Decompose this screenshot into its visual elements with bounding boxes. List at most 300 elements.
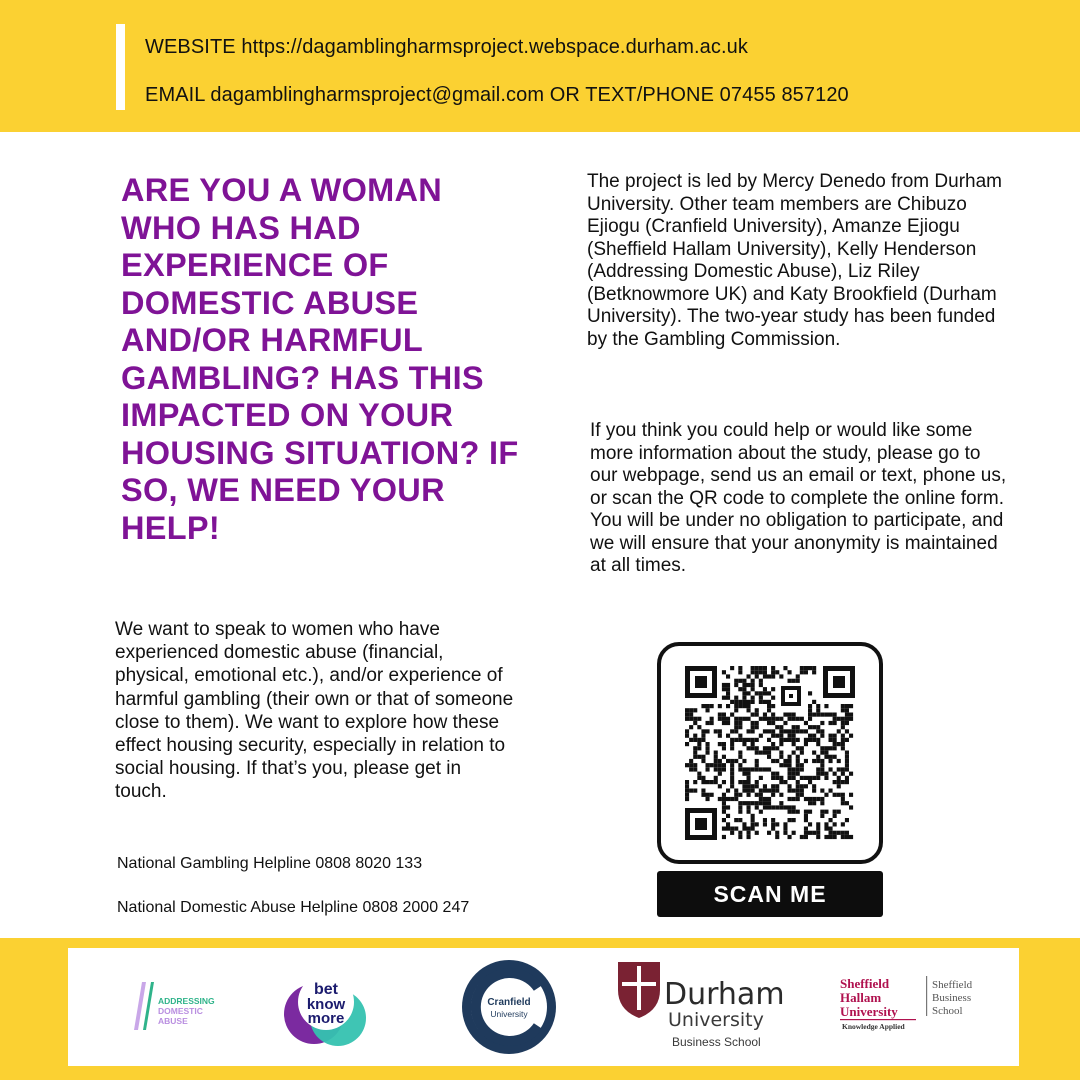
qr-module: [755, 674, 759, 678]
qr-module: [693, 738, 697, 742]
qr-module: [685, 717, 689, 721]
qr-module: [706, 797, 710, 801]
qr-module: [710, 717, 714, 721]
qr-module: [767, 729, 771, 733]
qr-module: [792, 831, 796, 835]
svg-text:Cranfield: Cranfield: [487, 997, 531, 1008]
qr-module: [824, 704, 828, 708]
qr-module: [792, 742, 796, 746]
qr-module: [812, 670, 816, 674]
qr-module: [849, 805, 853, 809]
qr-module: [759, 717, 763, 721]
qr-module: [804, 797, 808, 801]
qr-module: [767, 801, 771, 805]
qr-module: [734, 797, 738, 801]
qr-module: [829, 746, 833, 750]
qr-module: [730, 767, 734, 771]
qr-module: [767, 717, 771, 721]
svg-text:Business: Business: [932, 992, 972, 1004]
qr-module: [788, 755, 792, 759]
qr-module: [788, 789, 792, 793]
qr-module: [701, 789, 705, 793]
qr-module: [685, 793, 689, 797]
qr-module: [763, 717, 767, 721]
qr-module: [775, 746, 779, 750]
qr-module: [738, 755, 742, 759]
addressing-domestic-abuse-logo: [126, 980, 236, 1032]
qr-module: [726, 805, 730, 809]
qr-module: [845, 767, 849, 771]
qr-module: [833, 738, 837, 742]
qr-module: [693, 767, 697, 771]
qr-module: [722, 827, 726, 831]
qr-module: [779, 738, 783, 742]
qr-module: [775, 734, 779, 738]
qr-module: [837, 729, 841, 733]
qr-module: [747, 776, 751, 780]
qr-module: [796, 674, 800, 678]
qr-module: [829, 755, 833, 759]
qr-module: [812, 700, 816, 704]
qr-module: [796, 772, 800, 776]
qr-module: [792, 738, 796, 742]
qr-module: [726, 822, 730, 826]
qr-module: [763, 700, 767, 704]
qr-module: [689, 767, 693, 771]
qr-module: [841, 831, 845, 835]
qr-module: [710, 780, 714, 784]
qr-module: [751, 814, 755, 818]
qr-module: [742, 789, 746, 793]
qr-module: [693, 751, 697, 755]
qr-module: [771, 674, 775, 678]
qr-code[interactable]: [657, 642, 883, 864]
qr-module: [849, 793, 853, 797]
qr-module: [726, 827, 730, 831]
qr-module: [845, 818, 849, 822]
qr-module: [751, 721, 755, 725]
qr-module: [816, 831, 820, 835]
qr-module: [710, 704, 714, 708]
qr-module: [820, 767, 824, 771]
qr-module: [722, 717, 726, 721]
qr-module: [779, 751, 783, 755]
qr-module: [779, 805, 783, 809]
qr-module: [734, 759, 738, 763]
qr-module: [730, 772, 734, 776]
svg-text:University: University: [490, 1009, 528, 1019]
qr-module: [730, 763, 734, 767]
qr-module: [833, 810, 837, 814]
qr-module: [829, 738, 833, 742]
qr-module: [726, 759, 730, 763]
qr-module: [788, 797, 792, 801]
qr-module: [747, 729, 751, 733]
qr-module: [816, 797, 820, 801]
qr-module: [706, 742, 710, 746]
svg-text:Sheffield: Sheffield: [840, 976, 890, 991]
qr-module: [751, 729, 755, 733]
qr-module: [693, 734, 697, 738]
qr-module: [820, 772, 824, 776]
qr-module: [779, 717, 783, 721]
qr-module: [775, 822, 779, 826]
qr-module: [829, 827, 833, 831]
qr-module: [714, 780, 718, 784]
qr-module: [804, 759, 808, 763]
qr-module: [706, 763, 710, 767]
qr-module: [779, 780, 783, 784]
qr-module: [755, 691, 759, 695]
qr-module: [833, 772, 837, 776]
qr-module: [730, 700, 734, 704]
qr-module: [726, 721, 730, 725]
qr-module: [747, 827, 751, 831]
qr-module: [755, 831, 759, 835]
qr-module: [812, 784, 816, 788]
qr-module: [796, 789, 800, 793]
qr-module: [751, 696, 755, 700]
qr-module: [771, 670, 775, 674]
qr-module: [701, 759, 705, 763]
qr-module: [718, 797, 722, 801]
qr-module: [800, 784, 804, 788]
qr-module: [689, 725, 693, 729]
qr-module: [763, 713, 767, 717]
qr-module: [730, 729, 734, 733]
qr-module: [742, 780, 746, 784]
qr-module: [734, 717, 738, 721]
cranfield-university-logo: [460, 958, 558, 1056]
qr-module: [841, 734, 845, 738]
qr-module: [701, 734, 705, 738]
qr-module: [820, 734, 824, 738]
abuse-helpline: National Domestic Abuse Helpline 0808 2000 247: [117, 899, 470, 916]
qr-module: [697, 776, 701, 780]
qr-module: [808, 810, 812, 814]
qr-module: [685, 734, 689, 738]
qr-module: [767, 674, 771, 678]
qr-module: [714, 759, 718, 763]
qr-module: [841, 725, 845, 729]
qr-module: [829, 721, 833, 725]
qr-module: [701, 704, 705, 708]
qr-module: [816, 767, 820, 771]
qr-module: [771, 772, 775, 776]
qr-module: [726, 696, 730, 700]
qr-module: [755, 793, 759, 797]
qr-module: [767, 721, 771, 725]
qr-module: [755, 759, 759, 763]
qr-module: [718, 767, 722, 771]
qr-module: [792, 789, 796, 793]
qr-module: [726, 717, 730, 721]
qr-module: [812, 751, 816, 755]
qr-module: [792, 751, 796, 755]
qr-module: [833, 742, 837, 746]
qr-module: [734, 729, 738, 733]
qr-module: [812, 666, 816, 670]
qr-module: [816, 713, 820, 717]
qr-module: [730, 713, 734, 717]
qr-module: [824, 822, 828, 826]
qr-module: [788, 818, 792, 822]
qr-module: [730, 742, 734, 746]
qr-module: [829, 734, 833, 738]
qr-module: [747, 789, 751, 793]
qr-module: [771, 818, 775, 822]
qr-module: [771, 734, 775, 738]
qr-module: [833, 734, 837, 738]
qr-module: [755, 666, 759, 670]
qr-module: [734, 818, 738, 822]
qr-module: [738, 780, 742, 784]
qr-module: [779, 776, 783, 780]
qr-module: [742, 704, 746, 708]
qr-module: [845, 755, 849, 759]
qr-module: [685, 713, 689, 717]
qr-module: [730, 738, 734, 742]
qr-module: [759, 670, 763, 674]
qr-module: [755, 751, 759, 755]
qr-module: [734, 738, 738, 742]
qr-module: [812, 713, 816, 717]
qr-finder-alignment: [781, 686, 801, 706]
qr-module: [693, 755, 697, 759]
qr-module: [763, 789, 767, 793]
qr-module: [796, 729, 800, 733]
qr-module: [710, 721, 714, 725]
qr-module: [751, 666, 755, 670]
qr-module: [689, 763, 693, 767]
qr-finder-top-left: [685, 666, 717, 698]
qr-module: [747, 746, 751, 750]
qr-module: [722, 755, 726, 759]
qr-module: [734, 725, 738, 729]
qr-module: [759, 700, 763, 704]
qr-module: [763, 674, 767, 678]
qr-module: [788, 835, 792, 839]
qr-module: [759, 797, 763, 801]
qr-module: [730, 831, 734, 835]
qr-module: [742, 691, 746, 695]
qr-module: [783, 822, 787, 826]
qr-module: [730, 759, 734, 763]
qr-module: [718, 704, 722, 708]
qr-module: [751, 827, 755, 831]
qr-module: [833, 717, 837, 721]
qr-module: [751, 738, 755, 742]
qr-module: [747, 793, 751, 797]
qr-module: [800, 751, 804, 755]
qr-module: [800, 717, 804, 721]
help-paragraph: If you think you could help or would like some more information about the study, please go to our webpage, send us an email or text, phone us, or scan the QR code to complete the online form. You will be under no obligation to participate, and we will ensure that your anonymity is maintained at all times.: [590, 420, 1007, 576]
qr-module: [747, 691, 751, 695]
qr-module: [771, 687, 775, 691]
qr-module: [763, 746, 767, 750]
qr-module: [775, 772, 779, 776]
qr-module: [788, 713, 792, 717]
qr-module: [706, 704, 710, 708]
qr-module: [829, 759, 833, 763]
email-contact[interactable]: EMAIL dagamblingharmsproject@gmail.com OR TEXT/PHONE 07455 857120: [145, 84, 849, 106]
qr-module: [689, 738, 693, 742]
qr-module: [824, 751, 828, 755]
qr-module: [742, 827, 746, 831]
qr-module: [775, 789, 779, 793]
qr-module: [788, 734, 792, 738]
qr-module: [738, 763, 742, 767]
qr-module: [697, 738, 701, 742]
qr-module: [788, 763, 792, 767]
partner-logos: [68, 948, 1019, 1066]
qr-module: [788, 738, 792, 742]
qr-module: [833, 721, 837, 725]
qr-module: [788, 717, 792, 721]
qr-module: [808, 713, 812, 717]
qr-module: [738, 679, 742, 683]
qr-module: [742, 717, 746, 721]
qr-module: [747, 708, 751, 712]
svg-text:DOMESTIC: DOMESTIC: [158, 1006, 203, 1016]
qr-module: [824, 776, 828, 780]
qr-module: [779, 793, 783, 797]
qr-module: [788, 767, 792, 771]
qr-module: [788, 810, 792, 814]
qr-module: [804, 729, 808, 733]
qr-module: [783, 831, 787, 835]
qr-module: [742, 801, 746, 805]
qr-module: [751, 801, 755, 805]
qr-module: [747, 683, 751, 687]
qr-module: [841, 797, 845, 801]
qr-module: [742, 700, 746, 704]
qr-module: [829, 831, 833, 835]
qr-module: [788, 670, 792, 674]
qr-module: [804, 742, 808, 746]
qr-module: [751, 725, 755, 729]
gambling-helpline: National Gambling Helpline 0808 8020 133: [117, 855, 423, 872]
qr-module: [779, 734, 783, 738]
qr-module: [804, 835, 808, 839]
qr-module: [738, 704, 742, 708]
qr-module: [796, 738, 800, 742]
qr-module: [722, 742, 726, 746]
svg-text:Sheffield: Sheffield: [932, 979, 973, 991]
qr-module: [841, 721, 845, 725]
qr-module: [767, 708, 771, 712]
qr-module: [845, 780, 849, 784]
qr-module: [771, 793, 775, 797]
qr-module: [738, 835, 742, 839]
scan-me-button[interactable]: SCAN ME: [657, 871, 883, 917]
qr-module: [800, 776, 804, 780]
qr-module: [804, 827, 808, 831]
qr-module: [697, 755, 701, 759]
qr-module: [697, 742, 701, 746]
qr-module: [792, 810, 796, 814]
qr-module: [775, 670, 779, 674]
qr-module: [693, 789, 697, 793]
qr-module: [804, 814, 808, 818]
qr-module: [812, 831, 816, 835]
qr-module: [738, 700, 742, 704]
qr-module: [816, 729, 820, 733]
qr-module: [738, 810, 742, 814]
qr-module: [747, 767, 751, 771]
qr-module: [845, 713, 849, 717]
qr-module: [841, 746, 845, 750]
qr-module: [804, 810, 808, 814]
qr-module: [722, 835, 726, 839]
svg-text:Hallam: Hallam: [840, 990, 882, 1005]
qr-module: [767, 704, 771, 708]
qr-module: [742, 742, 746, 746]
qr-module: [738, 721, 742, 725]
website-link[interactable]: WEBSITE https://dagamblingharmsproject.webspace.durham.ac.uk: [145, 36, 748, 58]
qr-module: [710, 793, 714, 797]
qr-module: [747, 717, 751, 721]
qr-module: [706, 729, 710, 733]
qr-module: [726, 687, 730, 691]
qr-module: [759, 683, 763, 687]
qr-module: [783, 780, 787, 784]
qr-module: [722, 805, 726, 809]
qr-module: [820, 721, 824, 725]
qr-module: [849, 704, 853, 708]
qr-module: [710, 763, 714, 767]
qr-module: [722, 793, 726, 797]
qr-module: [726, 683, 730, 687]
qr-module: [775, 831, 779, 835]
qr-module: [796, 797, 800, 801]
qr-module: [730, 797, 734, 801]
qr-module: [788, 805, 792, 809]
qr-module: [800, 763, 804, 767]
qr-module: [788, 729, 792, 733]
qr-module: [816, 835, 820, 839]
qr-module: [742, 772, 746, 776]
qr-module: [751, 746, 755, 750]
qr-module: [751, 767, 755, 771]
qr-module: [837, 831, 841, 835]
qr-code-pattern: [685, 666, 855, 840]
qr-module: [796, 725, 800, 729]
qr-module: [792, 767, 796, 771]
qr-module: [722, 763, 726, 767]
qr-module: [738, 751, 742, 755]
qr-module: [771, 666, 775, 670]
qr-module: [808, 708, 812, 712]
qr-module: [771, 729, 775, 733]
qr-module: [816, 776, 820, 780]
qr-module: [771, 822, 775, 826]
qr-module: [759, 696, 763, 700]
qr-module: [808, 691, 812, 695]
qr-module: [755, 708, 759, 712]
qr-module: [812, 776, 816, 780]
qr-module: [792, 797, 796, 801]
qr-module: [796, 767, 800, 771]
qr-module: [845, 721, 849, 725]
qr-module: [816, 725, 820, 729]
qr-module: [734, 708, 738, 712]
qr-module: [738, 801, 742, 805]
qr-module: [751, 742, 755, 746]
qr-module: [747, 738, 751, 742]
qr-module: [693, 763, 697, 767]
qr-module: [792, 772, 796, 776]
